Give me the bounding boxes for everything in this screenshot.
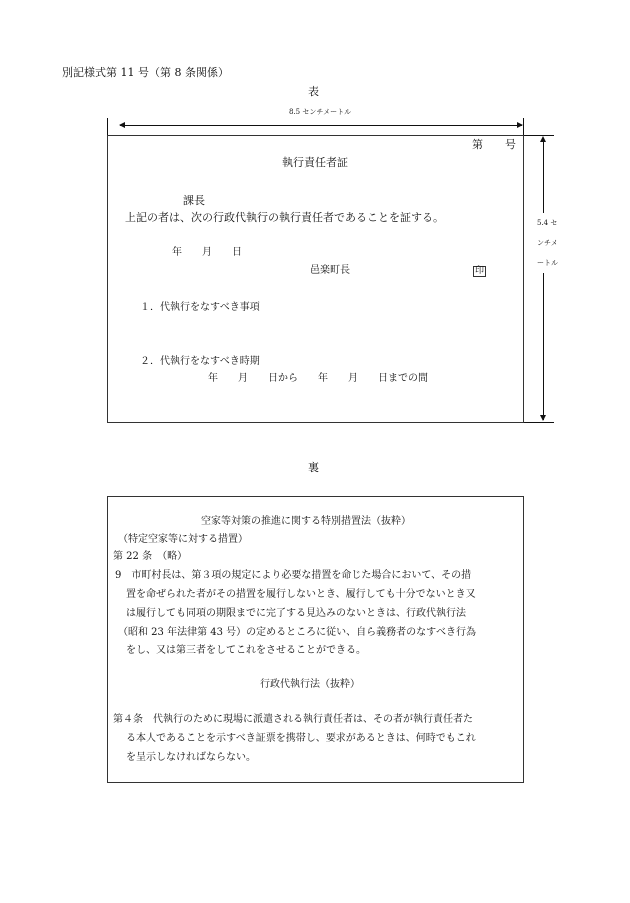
- width-extension-left: [107, 118, 108, 136]
- law2-title: 行政代執行法（抜粋）: [260, 679, 360, 690]
- item-1-matter: １．代執行をなすべき事項: [140, 302, 260, 313]
- width-dimension-label: 8.5 センチメートル: [289, 108, 352, 116]
- height-extension-top: [524, 135, 554, 136]
- law1-para-line: をし、又は第三者をしてこれをさせることができる。: [126, 645, 366, 656]
- form-label: 別記様式第 11 号（第 8 条関係）: [62, 66, 229, 79]
- width-dimension-line: [120, 125, 522, 126]
- height-dimension-label: 5.4 センチメートル: [537, 213, 563, 273]
- issuer-name: 邑楽町長: [310, 265, 350, 276]
- law1-para-line: 置を命ぜられた者がその措置を履行しないとき、履行しても十分でないとき又: [126, 589, 476, 600]
- law1-para-line: は履行しても同項の期限までに完了する見込みのないときは、行政代執行法: [126, 608, 466, 619]
- height-arrow-up-icon: [540, 136, 546, 142]
- seal-mark: 印: [475, 266, 485, 276]
- front-side-label: 表: [308, 85, 319, 98]
- issue-date: 年 月 日: [172, 247, 242, 258]
- width-extension-right: [523, 118, 524, 136]
- certification-sentence: 上記の者は、次の行政代執行の執行責任者であることを証する。: [125, 211, 444, 224]
- law2-para-line: 第４条 代執行のために現場に派遣される執行責任者は、その者が執行責任者た: [113, 714, 473, 725]
- item-2-timing: ２．代執行をなすべき時期: [140, 356, 260, 367]
- holder-title: 課長: [183, 194, 205, 207]
- back-side-label: 裏: [308, 461, 319, 474]
- law2-para-line: る本人であることを示すべき証票を携帯し、要求があるときは、何時でもこれ: [126, 733, 476, 744]
- height-arrow-down-icon: [540, 415, 546, 421]
- card-title: 執行責任者証: [282, 156, 348, 169]
- law1-section: （特定空家等に対する措置）: [118, 534, 248, 545]
- execution-period: 年 月 日から 年 月 日までの間: [208, 373, 428, 384]
- width-arrow-left-icon: [119, 122, 125, 128]
- law1-article: 第 22 条 （略）: [113, 551, 188, 562]
- height-dimension-line: [543, 138, 544, 420]
- height-extension-bottom: [524, 422, 554, 423]
- law1-para-line: （昭和 23 年法律第 43 号）の定めるところに従い、自ら義務者のなすべき行為: [118, 627, 476, 638]
- law2-para-line: を呈示しなければならない。: [126, 752, 256, 763]
- law1-para-line: 9 市町村長は、第３項の規定により必要な措置を命じた場合において、その措: [115, 570, 472, 581]
- law1-title: 空家等対策の推進に関する特別措置法（抜粋）: [201, 516, 411, 527]
- number-label: 第 号: [472, 138, 516, 151]
